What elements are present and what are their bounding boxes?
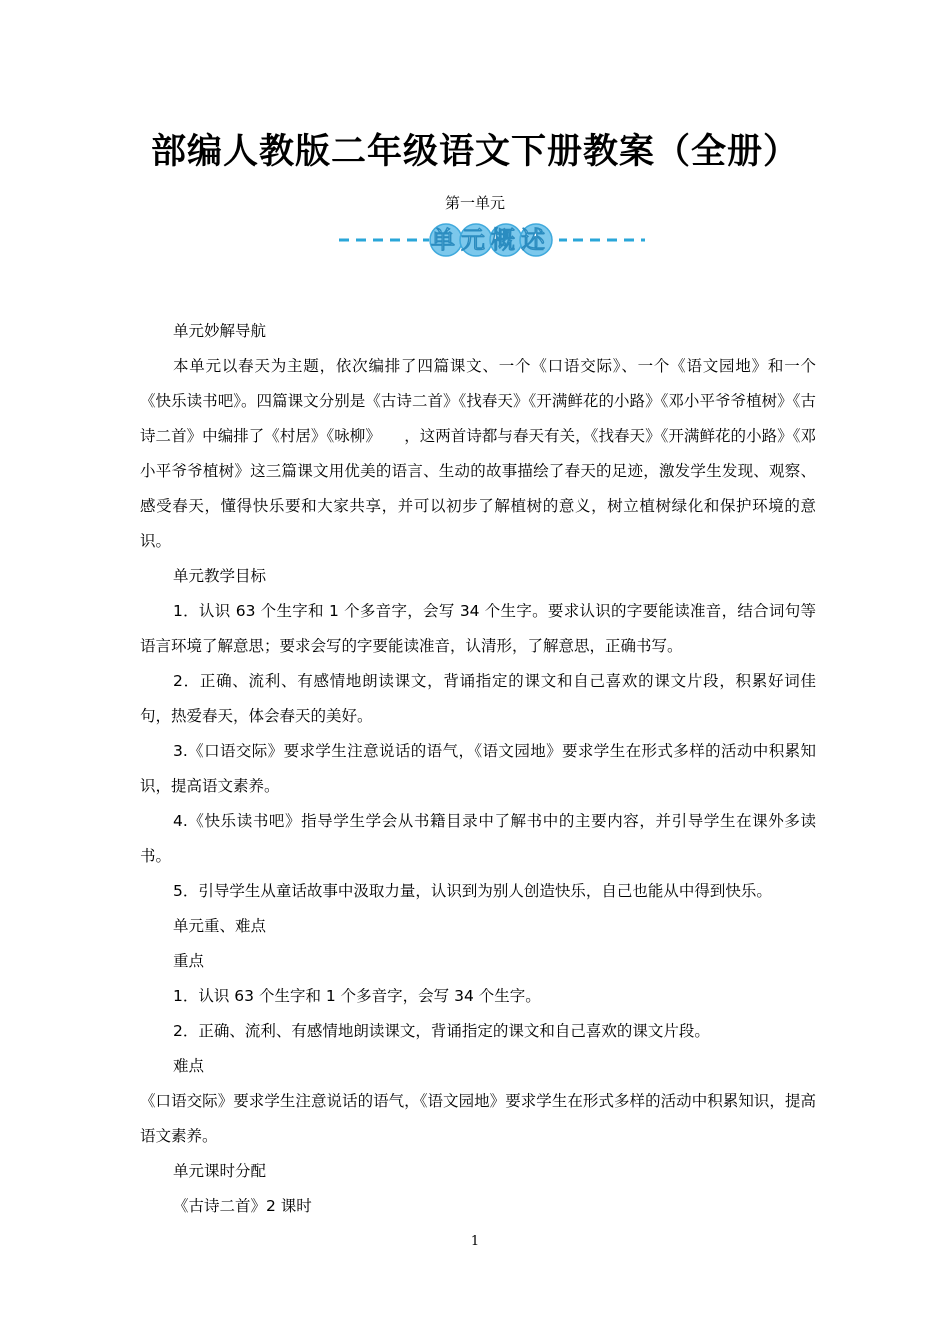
document-title: 部编人教版二年级语文下册教案（全册） <box>150 132 799 172</box>
section-heading-schedule: 单元课时分配 <box>173 1162 267 1180</box>
goal-item: 2．正确、流利、有感情地朗读课文，背诵指定的课文和自己喜欢的课文片段，积累好词佳句，热爱春天，体会春天的美好。 <box>140 672 816 725</box>
intro-paragraph: 本单元以春天为主题，依次编排了四篇课文、一个《口语交际》、一个《语文园地》和一个《快乐读书吧》。四篇课文分别是《古诗二首》《找春天》《开满鲜花的小路》《邓小平爷爷植树》《古诗二首》中编排了《村居》《咏柳》 ，这两首诗都与春天有关，《找春天》《开满鲜花的小路》《邓小平爷爷植树》这三篇课文用优美的语言、生动的故事描绘了春天的足迹，激发学生发现、观察、感受春天，懂得快乐要和大家共享，并可以初步了解植树的意义，树立植树绿化和保护环境的意识。 <box>140 357 816 550</box>
goal-item: 5．引导学生从童话故事中汲取力量，认识到为别人创造快乐，自己也能从中得到快乐。 <box>173 882 772 900</box>
section-heading-goals: 单元教学目标 <box>173 567 267 585</box>
unit-label: 第一单元 <box>444 194 505 212</box>
goal-item: 4.《快乐读书吧》指导学生学会从书籍目录中了解书中的主要内容，并引导学生在课外多读书。 <box>140 812 816 865</box>
page-number: 1 <box>470 1234 480 1249</box>
goal-item: 1．认识 63 个生字和 1 个多音字，会写 34 个生字。要求认识的字要能读准音，结合词句等语言环境了解意思；要求会写的字要能读准音，认清形，了解意思，正确书写。 <box>140 602 816 655</box>
section-heading-key: 单元重、难点 <box>173 917 267 935</box>
banner-text: 单元概述 <box>431 226 551 254</box>
document-body <box>140 314 816 1224</box>
unit-overview-banner <box>335 222 655 258</box>
section-heading-nav: 单元妙解导航 <box>173 322 267 340</box>
subheading-key-points: 重点 <box>173 952 205 970</box>
key-point-item: 2．正确、流利、有感情地朗读课文，背诵指定的课文和自己喜欢的课文片段。 <box>173 1022 710 1040</box>
key-point-item: 1．认识 63 个生字和 1 个多音字，会写 34 个生字。 <box>173 987 541 1005</box>
schedule-item: 《古诗二首》2 课时 <box>173 1197 312 1215</box>
goal-item: 3.《口语交际》要求学生注意说话的语气，《语文园地》要求学生在形式多样的活动中积累知识，提高语文素养。 <box>140 742 816 795</box>
difficult-point-paragraph: 《口语交际》要求学生注意说话的语气，《语文园地》要求学生在形式多样的活动中积累知识，提高语文素养。 <box>140 1092 816 1145</box>
subheading-difficult-points: 难点 <box>173 1057 205 1075</box>
